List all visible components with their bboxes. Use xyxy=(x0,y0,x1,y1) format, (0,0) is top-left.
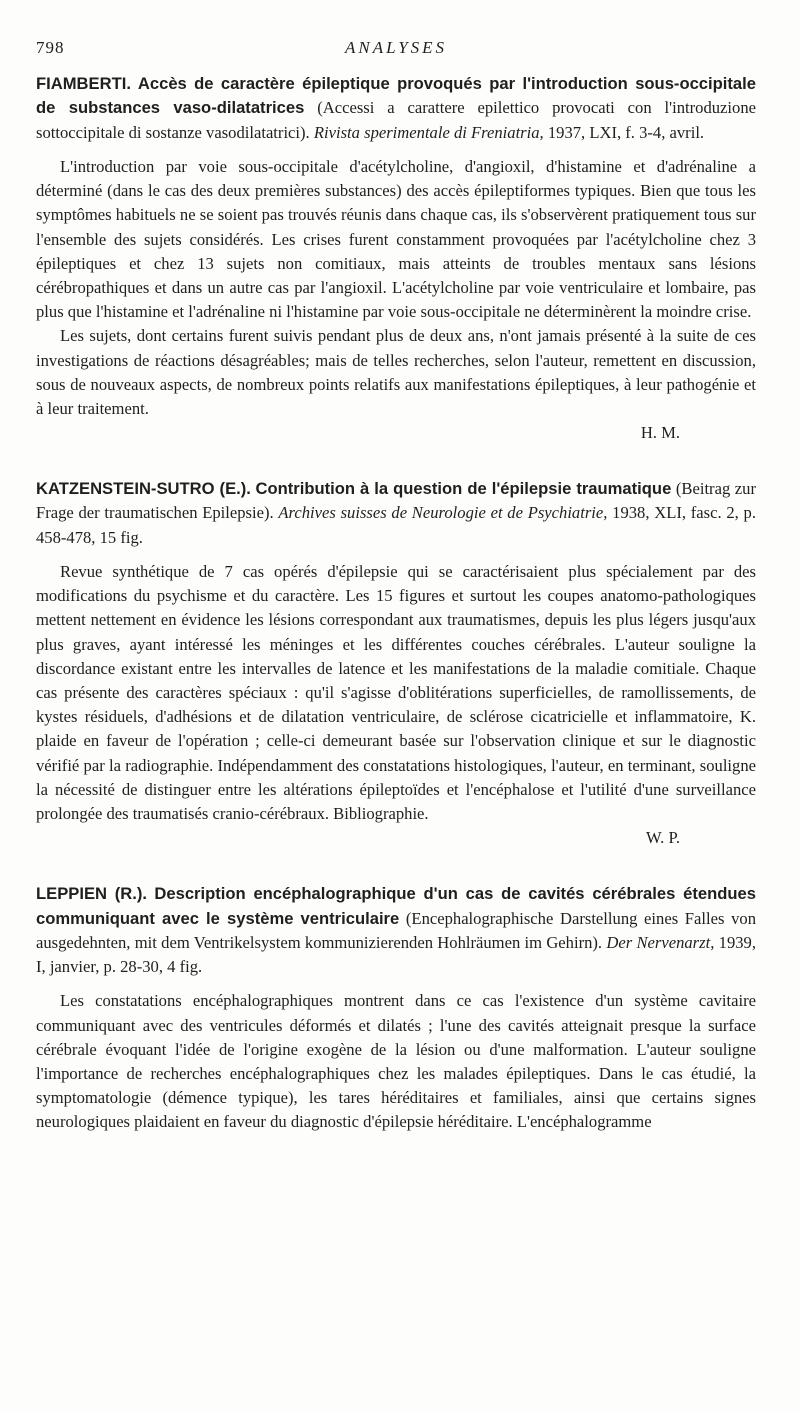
entry-signature: W. P. xyxy=(646,828,680,848)
running-title: ANALYSES xyxy=(344,38,448,57)
entry-citation: 1938, XLI, fasc. 2, p. 458-478, 15 fig. xyxy=(36,503,756,547)
entry-paragraph: L'introduction par voie sous-occipitale d'acétylcholine, d'angioxil, d'histamine et d'adrénaline a déterminé (dans le cas des deux premières substances) des accès épileptiformes typiques. Bien que tous les symptômes habituels ne se soient pas trouvés réunis dans chaque cas, ils s'observèrent pratiquement tous sur l'ensemble des sujets considérés. Les crises furent constamment provoquées par l'acétylcholine chez 3 épileptiques et chez 13 sujets non comitiaux, mais atteints de troubles mentaux sans lésions cérébropathiques et dans un autre cas par l'angioxil. L'acétylcholine par voie ventriculaire et lombaire, pas plus que l'histamine et l'adrénaline ni l'histamine par voie sous-occipitale ne déterminèrent la moindre crise. xyxy=(36,156,756,322)
entry-journal: Der Nervenarzt, xyxy=(606,932,715,952)
entry-paragraph: Les constatations encéphalographiques montrent dans ce cas l'existence d'un système cavitaire communiquant avec des ventricules déformés et dilatés ; l'une des cavités atteignait presque la surface cérébrale évoquant l'idée de l'origine exogène de la lésion ou d'une malformation. L'auteur souligne l'importance de recherches encéphalographiques chez les malades épileptiques. Dans le cas étudié, la symptomatologie (démence typique), les tares héréditaires et familiales, ainsi que certains signes neurologiques plaidaient en faveur du diagnostic d'épilepsie héréditaire. L'encéphalogramme xyxy=(36,991,756,1132)
entry-heading xyxy=(36,477,756,550)
entry-title: Description encéphalographique d'un cas de cavités cérébrales étendues communiquant avec le système ventriculaire xyxy=(36,884,756,928)
running-header xyxy=(36,38,756,62)
entry-original-title: (Beitrag zur Frage der traumatischen Epilepsie). xyxy=(36,479,756,523)
review-entry-fiamberti xyxy=(36,72,756,445)
entry-paragraph: Les sujets, dont certains furent suivis pendant plus de deux ans, n'ont jamais présenté à la suite de ces investigations de réactions désagréables; mais de telles recherches, selon l'auteur, remettent en discussion, sous de nouveaux aspects, de nombreux points relatifs aux manifestations épileptiques, à leur pathogénie et à leur traitement. xyxy=(36,326,756,418)
entry-signature: H. M. xyxy=(640,423,680,443)
entry-author: KATZENSTEIN-SUTRO (E.). xyxy=(36,479,251,499)
page xyxy=(36,38,756,1135)
page-number: 798 xyxy=(36,38,65,57)
entry-journal: Archives suisses de Neurologie et de Psychiatrie, xyxy=(278,503,608,523)
entry-original-title: (Accessi a carattere epilettico provocati con l'introduzione sottoccipitale di sostanze vasodilatatrici). xyxy=(36,98,756,142)
entry-heading xyxy=(36,72,756,145)
entry-citation: 1939, I, janvier, p. 28-30, 4 fig. xyxy=(36,932,756,977)
review-entry-katzenstein xyxy=(36,477,756,850)
entry-author: LEPPIEN (R.). xyxy=(36,884,148,904)
review-entry-leppien xyxy=(36,882,756,1134)
entry-title: Contribution à la question de l'épilepsie traumatique xyxy=(255,479,672,499)
entry-author: FIAMBERTI. xyxy=(36,74,131,93)
entry-original-title: (Encephalographische Darstellung eines Falles von ausgedehnten, mit dem Ventrikelsystem kommunizierenden Hohlräumen im Gehirn). xyxy=(36,908,756,952)
entry-heading xyxy=(36,882,756,979)
entry-journal: Rivista sperimentale di Freniatria, xyxy=(313,122,544,142)
entry-title: Accès de caractère épileptique provoqués par l'introduction sous-occipitale de substances vaso-dilatatrices xyxy=(36,74,756,118)
entry-paragraph: Revue synthétique de 7 cas opérés d'épilepsie qui se caractérisaient plus spécialement par des modifications du psychisme et du caractère. Les 15 figures et surtout les coupes anatomo-pathologiques mettent nettement en évidence les lésions correspondant aux traumatismes, depuis les plus légers jusqu'aux plus graves, ayant intéressé les méninges et les différentes couches cérébrales. L'auteur souligne la discordance existant entre les intervalles de latence et les manifestations de la maladie comitiale. Chaque cas présente des caractères spéciaux : qu'il s'agisse d'oblitérations superficielles, de ramollissements, de kystes résiduels, d'adhésions et de dilatation ventriculaire, de sclérose cicatricielle et inflammatoire, K. plaide en faveur de l'opération ; celle-ci demeurant basée sur l'observation clinique et sur le diagnostic vérifié par la radiographie. Indépendamment des constatations histologiques, l'auteur, en terminant, souligne la nécessité de distinguer entre les altérations épileptoïdes et l'encéphalose et l'utilité d'une surveillance prolongée des traumatisés cranio-cérébraux. Bibliographie. xyxy=(36,562,756,824)
entry-citation: 1937, LXI, f. 3-4, avril. xyxy=(547,122,705,142)
